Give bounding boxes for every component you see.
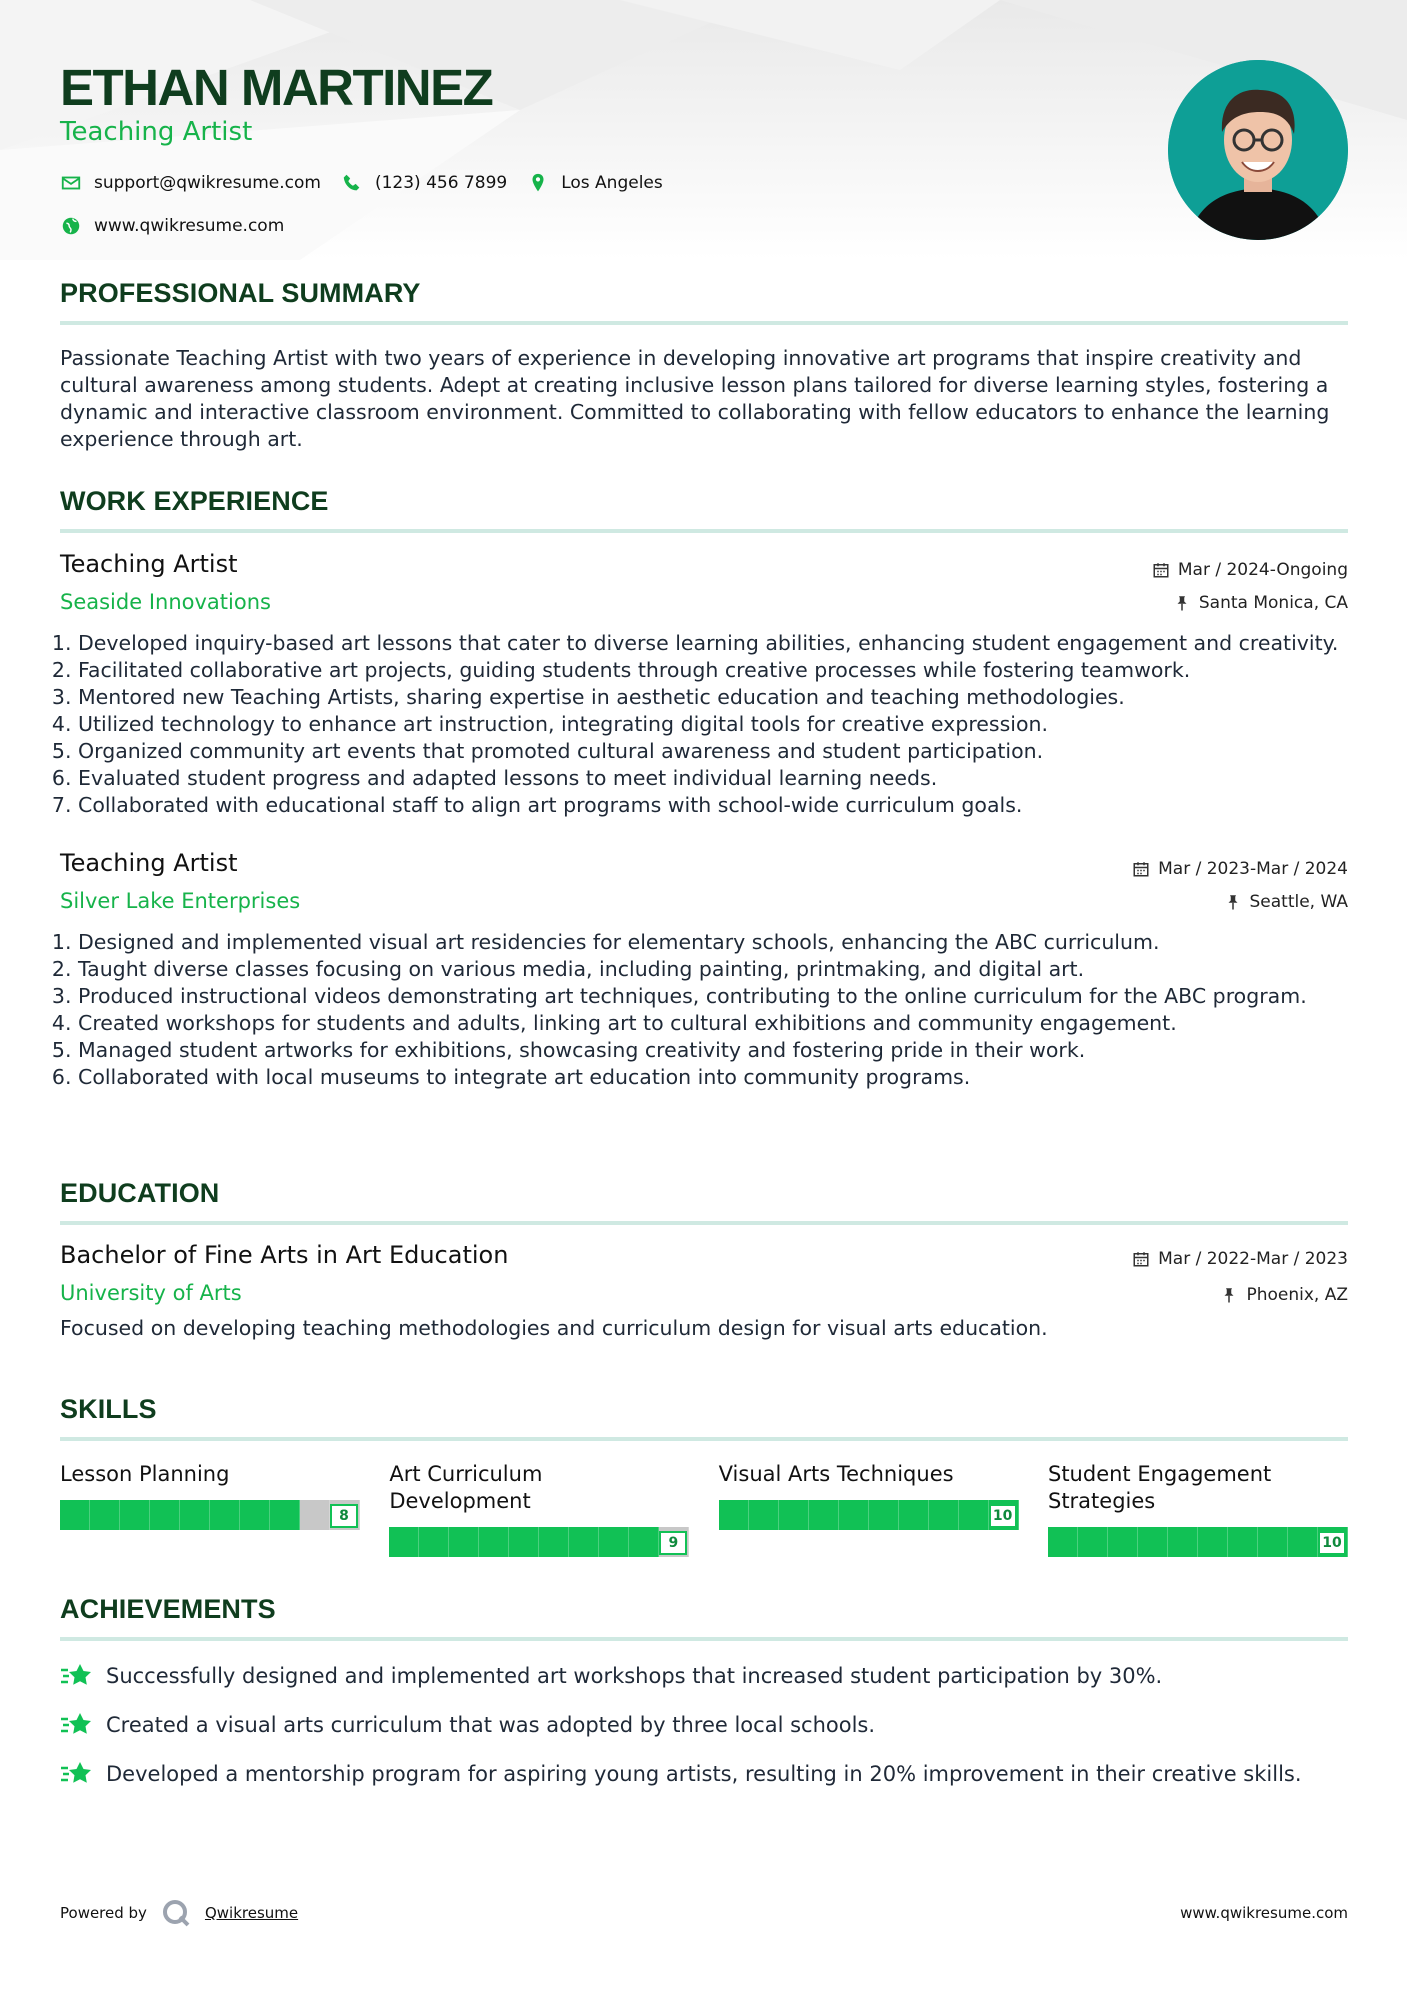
avatar — [1168, 60, 1348, 240]
skill-bar-segment — [479, 1527, 509, 1557]
section-divider — [60, 1637, 1348, 1641]
skill-score: 9 — [659, 1531, 687, 1555]
email-icon — [60, 172, 82, 194]
skill-bar-segment — [1258, 1527, 1288, 1557]
skill-score: 8 — [330, 1504, 358, 1528]
skill-bar-segment — [1078, 1527, 1108, 1557]
skill-bar-segment — [150, 1500, 180, 1530]
education-location — [1220, 1285, 1348, 1305]
skill-bar-segment — [90, 1500, 120, 1530]
phone-icon — [341, 172, 363, 194]
achievement-text: Developed a mentorship program for aspiring young artists, resulting in 20% improvement in their creative skills. — [106, 1762, 1302, 1786]
section-divider — [60, 1221, 1348, 1225]
job-dates — [1152, 560, 1348, 580]
list-item: 4. Utilized technology to enhance art instruction, integrating digital tools for creative expression. — [78, 711, 1348, 738]
skill-bar-segment — [929, 1500, 959, 1530]
company-name: Seaside Innovations — [60, 590, 271, 614]
skill-bar-segment — [180, 1500, 210, 1530]
candidate-title: Teaching Artist — [60, 117, 253, 147]
skill-bar-segment — [389, 1527, 419, 1557]
list-item: 5. Managed student artworks for exhibitions, showcasing creativity and fostering pride in their work. — [78, 1037, 1348, 1064]
location-text: Los Angeles — [561, 173, 663, 193]
skill-bar-segment — [1138, 1527, 1168, 1557]
job-location-text: Seattle, WA — [1249, 892, 1348, 912]
calendar-icon — [1152, 561, 1170, 579]
list-item: 4. Created workshops for students and adults, linking art to cultural exhibitions and community engagement. — [78, 1010, 1348, 1037]
achievements-list — [60, 1661, 1348, 1789]
skill-bar-segment — [509, 1527, 539, 1557]
education-heading: EDUCATION — [60, 1178, 220, 1208]
skill-label: Student Engagement Strategies — [1047, 1462, 1272, 1513]
star-icon — [60, 1710, 94, 1740]
skill-bar-segment — [809, 1500, 839, 1530]
powered-by-label: Powered by — [60, 1904, 147, 1922]
pushpin-icon — [1224, 893, 1242, 911]
job-entry — [60, 550, 1348, 819]
contact-line — [60, 172, 683, 194]
star-icon — [60, 1661, 94, 1691]
list-item: 6. Collaborated with local museums to integrate art education into community programs. — [78, 1064, 1348, 1091]
section-divider — [60, 321, 1348, 325]
skill-bar-segment — [839, 1500, 869, 1530]
job-bullets — [60, 630, 1348, 819]
skill-label: Lesson Planning — [60, 1462, 230, 1486]
list-item: 2. Facilitated collaborative art projects, guiding students through creative processes while fostering teamwork. — [78, 657, 1348, 684]
skill-bar-segment — [1108, 1527, 1138, 1557]
star-icon — [60, 1759, 94, 1789]
skill-bar-segment — [1288, 1527, 1318, 1557]
education-dates-text: Mar / 2022-Mar / 2023 — [1158, 1249, 1348, 1269]
skill-item — [1048, 1461, 1348, 1557]
skill-bar-segment — [719, 1500, 749, 1530]
education-section — [60, 1178, 1348, 1342]
footer-website[interactable]: www.qwikresume.com — [1180, 1904, 1348, 1922]
list-item: 1. Developed inquiry-based art lessons that cater to diverse learning abilities, enhancing student engagement and creativity. — [78, 630, 1348, 657]
job-location — [1224, 892, 1349, 912]
pushpin-icon — [1220, 1286, 1238, 1304]
candidate-name: ETHAN MARTINEZ — [60, 59, 493, 116]
skill-bar-segment — [300, 1500, 330, 1530]
calendar-icon — [1132, 860, 1150, 878]
summary-heading: PROFESSIONAL SUMMARY — [60, 278, 421, 308]
skill-bar-segment — [959, 1500, 989, 1530]
skill-bar — [1048, 1527, 1348, 1557]
skill-bar-segment — [749, 1500, 779, 1530]
education-location-text: Phoenix, AZ — [1246, 1285, 1348, 1305]
footer — [60, 1898, 1348, 1928]
education-dates — [1132, 1249, 1348, 1269]
school-name: University of Arts — [60, 1281, 242, 1305]
education-entry — [60, 1241, 1348, 1342]
list-item: 7. Collaborated with educational staff to align art programs with school-wide curriculum goals. — [78, 792, 1348, 819]
qwikresume-logo-icon — [161, 1898, 191, 1928]
job-location-text: Santa Monica, CA — [1198, 593, 1348, 613]
skill-bar-segment — [1168, 1527, 1198, 1557]
skill-bar-segment — [599, 1527, 629, 1557]
skills-section — [60, 1394, 1348, 1557]
skills-list — [60, 1461, 1348, 1557]
powered-by — [60, 1898, 298, 1928]
skill-bar-segment — [899, 1500, 929, 1530]
job-dates-text: Mar / 2024-Ongoing — [1177, 560, 1348, 580]
job-title: Teaching Artist — [60, 849, 238, 877]
contact-phone — [341, 172, 507, 194]
contact-website — [60, 215, 284, 237]
degree-title: Bachelor of Fine Arts in Art Education — [60, 1241, 509, 1269]
section-divider — [60, 1437, 1348, 1441]
phone-text[interactable]: (123) 456 7899 — [374, 173, 508, 193]
skill-bar-segment — [1048, 1527, 1078, 1557]
contact-location — [527, 172, 663, 194]
contact-email — [60, 172, 321, 194]
experience-section — [60, 486, 1348, 1091]
list-item: 5. Organized community art events that promoted cultural awareness and student participation. — [78, 738, 1348, 765]
section-divider — [60, 529, 1348, 533]
job-entry — [60, 849, 1348, 1091]
list-item: 3. Produced instructional videos demonstrating art techniques, contributing to the online curriculum for the ABC program. — [78, 983, 1348, 1010]
skill-bar-segment — [629, 1527, 659, 1557]
company-name: Silver Lake Enterprises — [60, 889, 301, 913]
achievement-text: Created a visual arts curriculum that was adopted by three local schools. — [106, 1713, 876, 1737]
skill-bar-segment — [240, 1500, 270, 1530]
skill-bar-segment — [210, 1500, 240, 1530]
skill-bar-segment — [869, 1500, 899, 1530]
summary-section — [60, 278, 1348, 453]
skill-bar-segment — [779, 1500, 809, 1530]
achievements-heading: ACHIEVEMENTS — [60, 1594, 276, 1624]
list-item: 1. Designed and implemented visual art residencies for elementary schools, enhancing the ABC curriculum. — [78, 929, 1348, 956]
skill-item — [389, 1461, 689, 1557]
summary-text: Passionate Teaching Artist with two years of experience in developing innovative art programs that inspire creativity and cultural awareness among students. Adept at creating inclusive lesson plans tailored for diverse learning styles, fostering a dynamic and interactive classroom environment. Committed to collaborating with fellow educators to enhance the learning experience through art. — [60, 346, 1330, 451]
email-text[interactable]: support@qwikresume.com — [94, 173, 321, 193]
skill-score: 10 — [1318, 1531, 1346, 1555]
job-location — [1173, 593, 1348, 613]
skill-bar-segment — [419, 1527, 449, 1557]
job-dates — [1132, 859, 1348, 879]
skill-score: 10 — [989, 1504, 1017, 1528]
skill-bar — [60, 1500, 360, 1530]
list-item — [60, 1661, 1348, 1691]
list-item: 2. Taught diverse classes focusing on various media, including painting, printmaking, and digital art. — [78, 956, 1348, 983]
globe-icon — [60, 215, 82, 237]
skill-bar-segment — [270, 1500, 300, 1530]
map-pin-icon — [527, 172, 549, 194]
list-item: 6. Evaluated student progress and adapted lessons to meet individual learning needs. — [78, 765, 1348, 792]
skill-label: Art Curriculum Development — [389, 1462, 543, 1513]
list-item — [60, 1710, 1348, 1740]
achievement-text: Successfully designed and implemented art workshops that increased student participation by 30%. — [106, 1664, 1163, 1688]
skill-bar-segment — [1228, 1527, 1258, 1557]
website-text[interactable]: www.qwikresume.com — [94, 216, 285, 236]
education-description: Focused on developing teaching methodologies and curriculum design for visual arts education. — [60, 1316, 1048, 1340]
pushpin-icon — [1173, 594, 1191, 612]
qwikresume-link[interactable]: Qwikresume — [204, 1904, 299, 1922]
skill-bar-segment — [449, 1527, 479, 1557]
skill-item — [719, 1461, 1019, 1557]
skill-label: Visual Arts Techniques — [718, 1462, 954, 1486]
skill-bar-segment — [1198, 1527, 1228, 1557]
achievements-section — [60, 1594, 1348, 1808]
skill-bar-segment — [539, 1527, 569, 1557]
list-item: 3. Mentored new Teaching Artists, sharing expertise in aesthetic education and teaching methodologies. — [78, 684, 1348, 711]
skills-heading: SKILLS — [60, 1394, 157, 1424]
skill-bar-segment — [60, 1500, 90, 1530]
skill-bar-segment — [120, 1500, 150, 1530]
skill-bar-segment — [569, 1527, 599, 1557]
calendar-icon — [1132, 1250, 1150, 1268]
job-dates-text: Mar / 2023-Mar / 2024 — [1158, 859, 1348, 879]
job-bullets — [60, 929, 1348, 1091]
list-item — [60, 1759, 1348, 1789]
experience-heading: WORK EXPERIENCE — [60, 486, 329, 516]
job-title: Teaching Artist — [60, 550, 238, 578]
skill-item — [60, 1461, 360, 1557]
skill-bar — [719, 1500, 1019, 1530]
skill-bar — [389, 1527, 689, 1557]
